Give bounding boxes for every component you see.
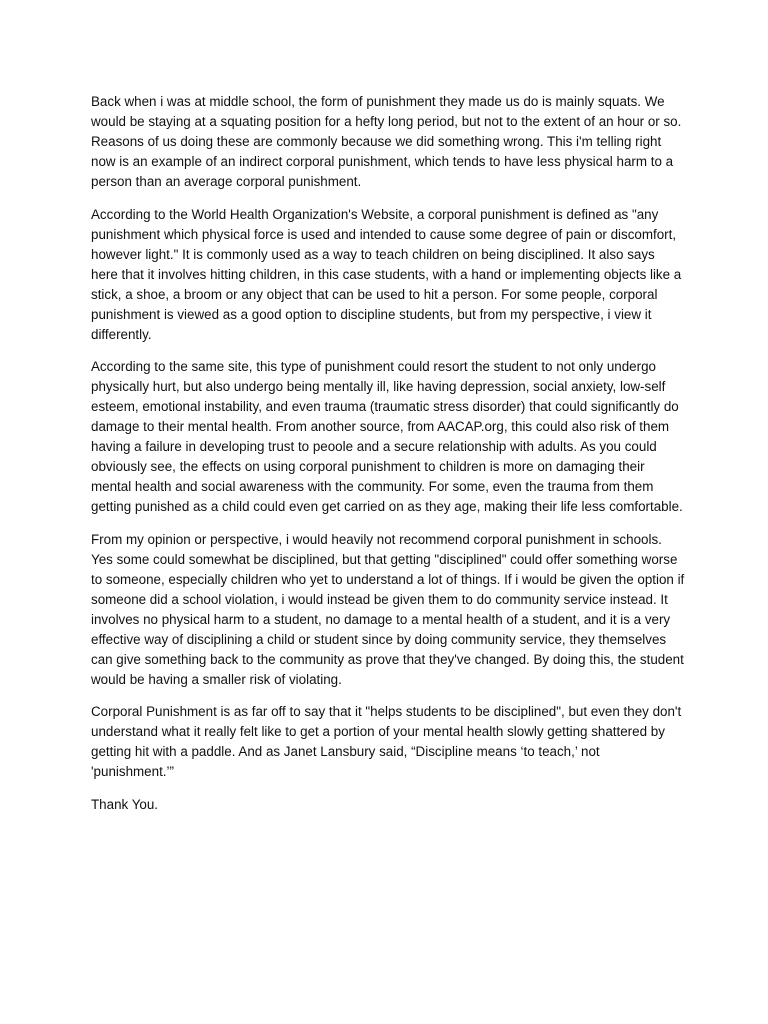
paragraph-middle-school-squats: Back when i was at middle school, the form of punishment they made us do is mainly squats. We would be staying at a squating position for a hefty long period, but not to the extent of an hour or so. Reasons of us doing these are commonly because we did something wrong. This i'm telling right now is an example of an indirect corporal punishment, which tends to have less physical harm to a person than an average corporal punishment. — [91, 94, 682, 189]
paragraph-who-definition: According to the World Health Organization's Website, a corporal punishment is defined as "any punishment which physical force is used and intended to cause some degree of pain or discomfort, however light." It is commonly used as a way to teach children on being disciplined. It also says here that it involves hitting children, in this case students, with a hand or implementing objects like a stick, a shoe, a broom or any object that can be used to hit a person. For some people, corporal punishment is viewed as a good option to discipline students, but from my perspective, i view it differently. — [91, 206, 682, 342]
paragraph-opinion-community-service: From my opinion or perspective, i would heavily not recommend corporal punishment in schools. Yes some could somewhat be disciplined, but that getting "disciplined" could offer something worse to someone, especially children who yet to understand a lot of things. If i would be given the option if someone did a school violation, i would instead be given them to do community service instead. It involves no physical harm to a student, no damage to a mental health of a student, and it is a very effective way of disciplining a child or student since by doing community service, they themselves can give something back to the community as prove that they've changed. By doing this, the student would be having a smaller risk of violating. — [91, 531, 685, 687]
paragraph-conclusion-quote: Corporal Punishment is as far off to say that it "helps students to be disciplined", but even they don't understand what it really felt like to get a portion of your mental health slowly getting shattered by getting hit with a paddle. And as Janet Lansbury said, “Discipline means ‘to teach,’ not 'punishment.’” — [91, 704, 682, 779]
essay-body — [91, 92, 685, 827]
paragraph-mental-health-effects: According to the same site, this type of punishment could resort the student to not only undergo physically hurt, but also undergo being mentally ill, like having depression, social anxiety, low-self esteem, emotional instability, and even trauma (traumatic stress disorder) that could significantly do damage to their mental health. From another source, from AACAP.org, this could also risk of them having a failure in developing trust to peoole and a secure relationship with adults. As you could obviously see, the effects on using corporal punishment to children is more on damaging their mental health and social awareness with the community. For some, even the trauma from them getting punished as a child could even get carried on as they age, making their life less comfortable. — [91, 359, 683, 514]
paragraph-closing-thanks: Thank You. — [91, 796, 159, 812]
